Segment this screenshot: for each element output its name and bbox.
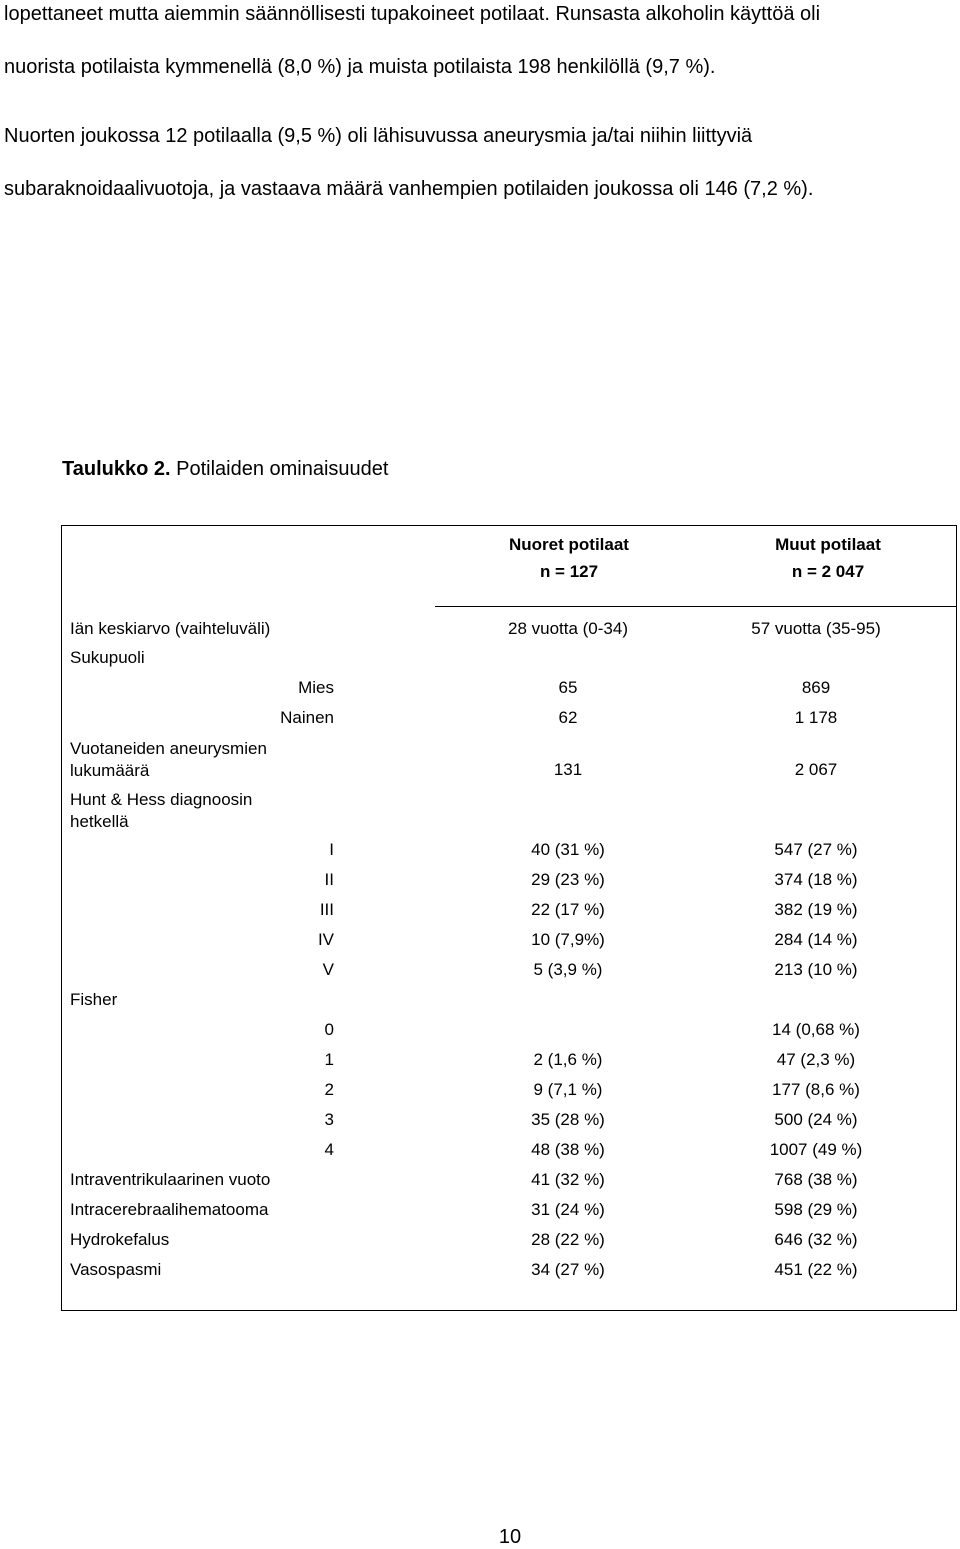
table-caption-title: Potilaiden ominaisuudet	[170, 458, 389, 480]
value-other: 598 (29 %)	[774, 1200, 858, 1219]
row-sublabel: V	[322, 960, 334, 979]
row-label: Intracerebraalihematooma	[70, 1200, 269, 1219]
value-other: 14 (0,68 %)	[772, 1020, 860, 1039]
value-young: 9 (7,1 %)	[533, 1080, 603, 1099]
value-young: 22 (17 %)	[531, 900, 605, 919]
value-young: 28 vuotta (0-34)	[507, 619, 628, 638]
value-young: 34 (27 %)	[531, 1260, 605, 1279]
value-young: 62	[558, 708, 578, 727]
value-other: 2 067	[794, 760, 838, 779]
row-sublabel: III	[319, 900, 334, 919]
row-label: Vuotaneiden aneurysmien lukumäärä	[70, 739, 267, 780]
table-caption	[62, 456, 388, 482]
value-young: 29 (23 %)	[531, 870, 605, 889]
column-header-other: Muut potilaat	[775, 535, 881, 554]
row-label: Iän keskiarvo (vaihteluväli)	[70, 619, 271, 638]
row-sublabel: Nainen	[280, 708, 334, 727]
value-young: 35 (28 %)	[531, 1110, 605, 1129]
value-other: 177 (8,6 %)	[772, 1080, 860, 1099]
value-other: 1 178	[794, 708, 838, 727]
value-other: 284 (14 %)	[774, 930, 858, 949]
value-young: 40 (31 %)	[531, 840, 605, 859]
value-other: 57 vuotta (35-95)	[751, 619, 881, 638]
row-sublabel: II	[324, 870, 334, 889]
paragraph-line-2: nuorista potilaista kymmenellä (8,0 %) ja muista potilaista 198 henkilöllä (9,7 %).	[4, 56, 716, 78]
page-number: 10	[498, 1526, 522, 1548]
header-rule	[435, 606, 957, 607]
row-label: Hunt & Hess diagnoosin hetkellä	[70, 790, 253, 831]
value-other: 47 (2,3 %)	[776, 1050, 856, 1069]
row-label: Fisher	[70, 990, 118, 1009]
column-header-young-n: n = 127	[539, 562, 599, 581]
row-sublabel: 3	[324, 1110, 334, 1129]
row-sublabel: I	[329, 840, 334, 859]
value-other: 768 (38 %)	[774, 1170, 858, 1189]
value-young: 41 (32 %)	[531, 1170, 605, 1189]
value-other: 382 (19 %)	[774, 900, 858, 919]
column-header-young: Nuoret potilaat	[509, 535, 629, 554]
paragraph-line-1: lopettaneet mutta aiemmin säännöllisesti tupakoineet potilaat. Runsasta alkoholin käyttöä oli	[4, 3, 821, 25]
value-young: 2 (1,6 %)	[533, 1050, 603, 1069]
row-label: Vasospasmi	[70, 1260, 162, 1279]
value-other: 547 (27 %)	[774, 840, 858, 859]
value-other: 451 (22 %)	[774, 1260, 858, 1279]
row-sublabel: 1	[324, 1050, 334, 1069]
value-other: 646 (32 %)	[774, 1230, 858, 1249]
value-young: 5 (3,9 %)	[533, 960, 603, 979]
value-other: 500 (24 %)	[774, 1110, 858, 1129]
value-young: 10 (7,9%)	[531, 930, 605, 949]
value-other: 374 (18 %)	[774, 870, 858, 889]
value-young: 48 (38 %)	[531, 1140, 605, 1159]
row-label: Intraventrikulaarinen vuoto	[70, 1170, 271, 1189]
value-young: 31 (24 %)	[531, 1200, 605, 1219]
value-young: 65	[558, 678, 578, 697]
column-header-other-n: n = 2 047	[791, 562, 865, 581]
value-young: 131	[553, 760, 583, 779]
row-sublabel: Mies	[298, 678, 334, 697]
row-label: Sukupuoli	[70, 648, 145, 667]
row-sublabel: 4	[324, 1140, 334, 1159]
paragraph-line-4: subaraknoidaalivuotoja, ja vastaava määrä vanhempien potilaiden joukossa oli 146 (7,2 %).	[4, 178, 814, 200]
row-sublabel: IV	[317, 930, 334, 949]
paragraph-line-3: Nuorten joukossa 12 potilaalla (9,5 %) oli lähisuvussa aneurysmia ja/tai niihin liittyviä	[4, 125, 753, 147]
value-other: 213 (10 %)	[774, 960, 858, 979]
row-sublabel: 2	[324, 1080, 334, 1099]
table-caption-label: Taulukko 2.	[62, 458, 171, 480]
row-label: Hydrokefalus	[70, 1230, 170, 1249]
value-other: 1007 (49 %)	[769, 1140, 863, 1159]
value-other: 869	[801, 678, 831, 697]
row-sublabel: 0	[324, 1020, 334, 1039]
value-young: 28 (22 %)	[531, 1230, 605, 1249]
